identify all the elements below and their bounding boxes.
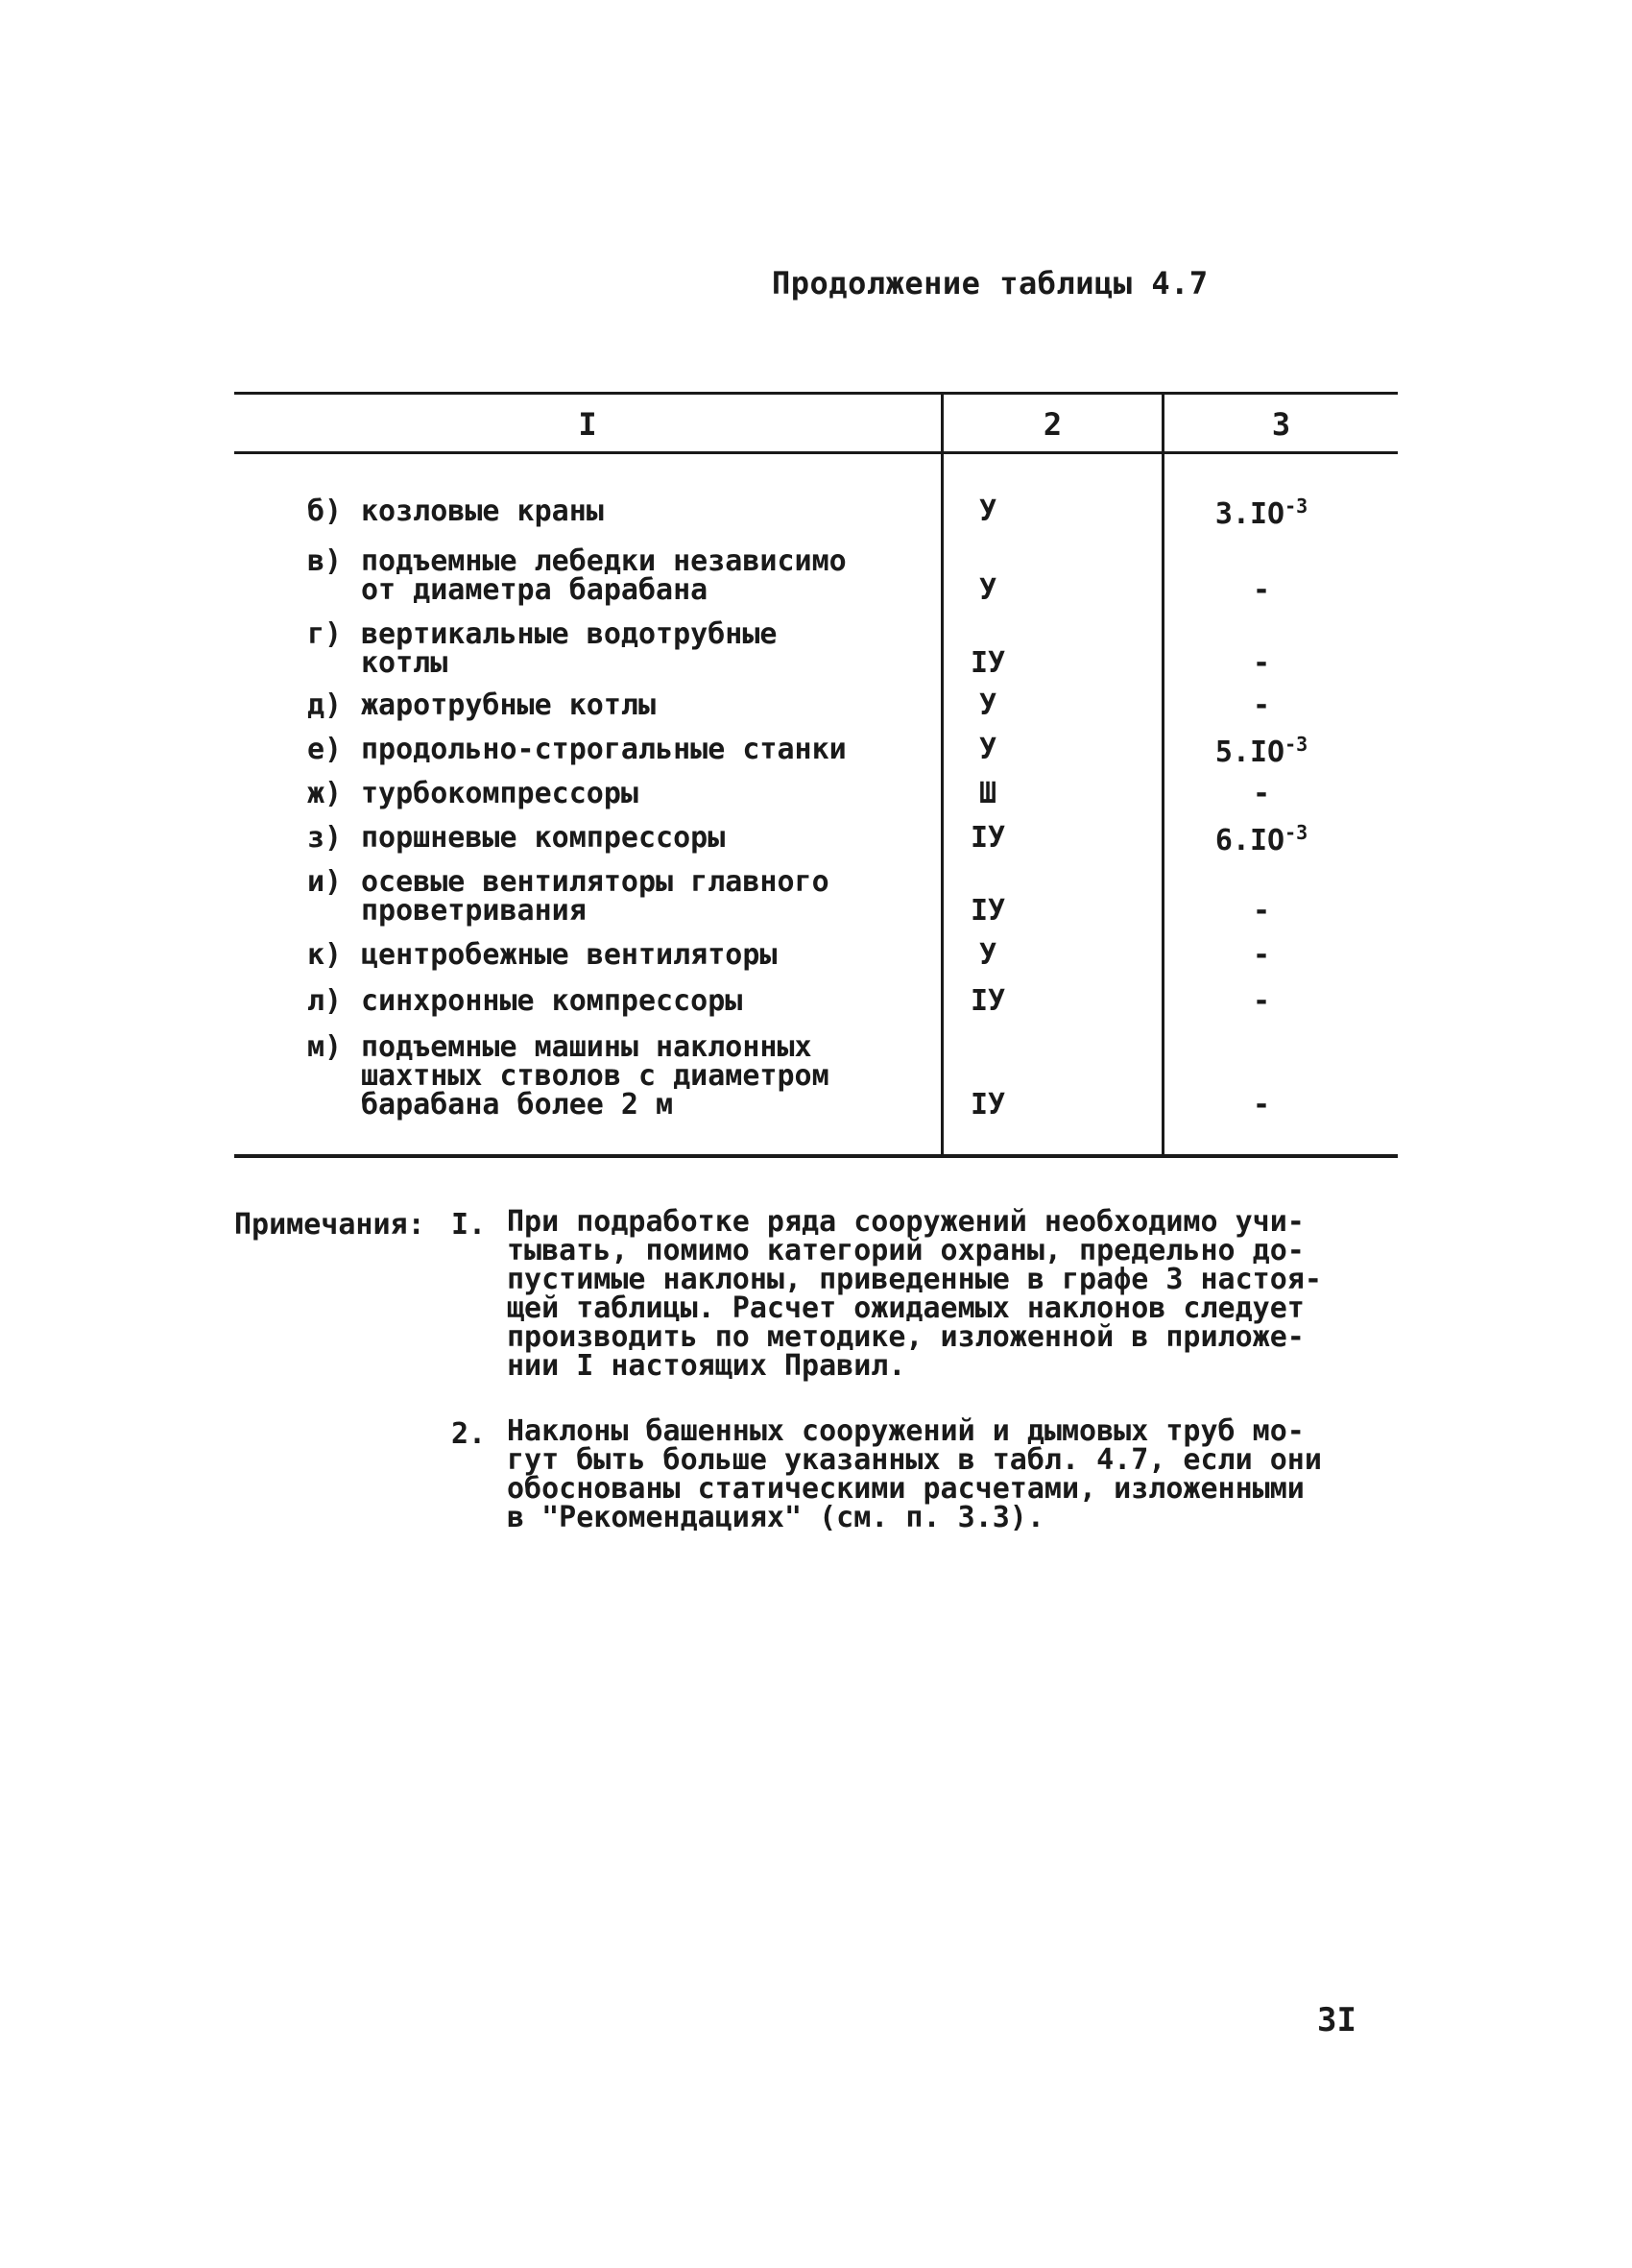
notes-label: Примечания: [234, 1208, 425, 1242]
row-value-base: - [1252, 688, 1271, 722]
header-col-2: 2 [1043, 406, 1063, 443]
row-category: IУ [970, 894, 1006, 928]
row-letter: з) [307, 821, 343, 855]
row-name: подъемные лебедки независимо от диаметра барабана [361, 544, 847, 607]
row-letter: е) [307, 733, 343, 766]
table-bottom-rule [234, 1154, 1398, 1158]
row-value-base: - [1252, 777, 1271, 810]
row-letter: м) [307, 1030, 343, 1064]
row-value [1175, 492, 1348, 529]
row-letter: г) [307, 617, 343, 651]
row-value [1175, 730, 1348, 767]
note-text: При подработке ряда сооружений необходимо учи- тывать, помимо категорий охраны, предельно до- пустимые наклоны, приведенные в графе 3 настоя- щей таблицы. Расчет ожидаемых наклонов следует производить по методике, изложенной в приложе- нии I настоящих Правил. [507, 1205, 1322, 1383]
row-category: У [978, 938, 997, 972]
row-category: У [978, 688, 997, 722]
row-value-base: - [1252, 938, 1271, 972]
header-col-3: 3 [1271, 406, 1291, 443]
row-value [1175, 646, 1348, 680]
row-letter: б) [307, 495, 343, 528]
note-number: I. [451, 1208, 487, 1242]
row-letter: и) [307, 865, 343, 899]
column-divider [1162, 392, 1164, 1158]
row-value [1175, 777, 1348, 810]
row-category: IУ [970, 984, 1006, 1018]
row-value [1175, 1088, 1348, 1122]
row-category: У [978, 495, 997, 528]
row-value [1175, 938, 1348, 972]
column-divider [941, 392, 944, 1158]
row-value-base: 3.IO [1214, 497, 1285, 531]
data-table [234, 392, 1398, 1160]
row-value-exponent: -3 [1284, 733, 1308, 756]
row-value-base: - [1252, 894, 1271, 928]
row-category: У [978, 573, 997, 607]
header-col-1: I [578, 406, 597, 443]
table-top-rule [234, 392, 1398, 395]
row-letter: к) [307, 938, 343, 972]
row-value [1175, 894, 1348, 928]
row-name: подъемные машины наклонных шахтных стволов с диаметром барабана более 2 м [361, 1030, 829, 1122]
row-value-base: - [1252, 984, 1271, 1018]
row-value-exponent: -3 [1284, 495, 1308, 518]
row-value-base: 6.IO [1214, 824, 1285, 857]
note-number: 2. [451, 1417, 487, 1451]
row-value [1175, 984, 1348, 1018]
row-value-base: - [1252, 1088, 1271, 1122]
row-category: IУ [970, 1088, 1006, 1122]
row-letter: л) [307, 984, 343, 1018]
row-name: продольно-строгальные станки [361, 733, 847, 766]
row-name: осевые вентиляторы главного проветривания [361, 865, 829, 928]
row-value [1175, 818, 1348, 856]
row-category: У [978, 733, 997, 766]
row-name: поршневые компрессоры [361, 821, 726, 855]
page-number: 3I [1317, 2001, 1356, 2039]
row-name: жаротрубные котлы [361, 688, 657, 722]
row-value [1175, 573, 1348, 607]
row-name: турбокомпрессоры [361, 777, 638, 810]
page-title: Продолжение таблицы 4.7 [772, 265, 1209, 302]
row-category: Ш [978, 777, 997, 810]
row-name: козловые краны [361, 495, 604, 528]
row-value-base: - [1252, 646, 1271, 680]
row-value-exponent: -3 [1284, 821, 1308, 844]
row-letter: д) [307, 688, 343, 722]
row-letter: ж) [307, 777, 343, 810]
note-text: Наклоны башенных сооружений и дымовых труб мо- гут быть больше указанных в табл. 4.7, если они обоснованы статическими расчетами, изложенными в "Рекомендациях" (см. п. 3.3). [507, 1414, 1322, 1534]
row-value-base: - [1252, 573, 1271, 607]
row-category: IУ [970, 821, 1006, 855]
row-category: IУ [970, 646, 1006, 680]
row-value [1175, 688, 1348, 722]
row-name: вертикальные водотрубные котлы [361, 617, 778, 680]
row-value-base: 5.IO [1214, 736, 1285, 769]
row-name: центробежные вентиляторы [361, 938, 778, 972]
row-letter: в) [307, 544, 343, 578]
row-name: синхронные компрессоры [361, 984, 743, 1018]
